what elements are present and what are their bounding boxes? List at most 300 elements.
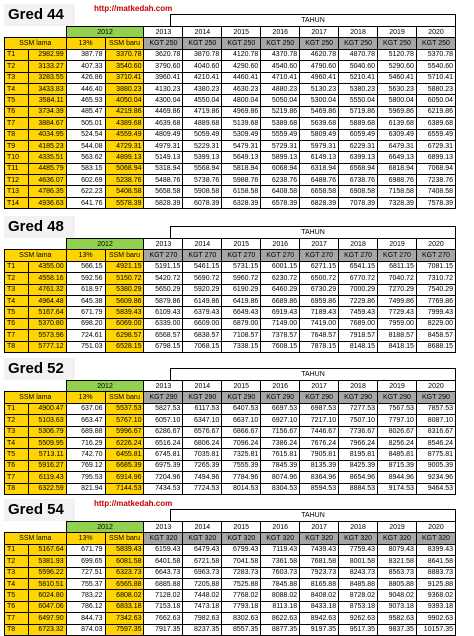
kgt-header: KGT 290 [222,392,261,403]
salary-cell: 5059.49 [183,129,222,140]
salary-cell: 7982.63 [183,613,222,624]
ssm-lama-cell: 5167.64 [28,307,66,318]
salary-cell: 4300.04 [144,95,183,106]
salary-cell: 7153.18 [144,601,183,612]
year-row [5,27,456,38]
salary-cell: 8728.02 [339,590,378,601]
salary-cell: 6541.15 [339,261,378,272]
step-cell: T3 [5,284,29,295]
ssm-baru-cell: 5068.94 [105,163,144,174]
salary-cell: 7769.86 [416,295,455,306]
salary-cell: 6721.58 [183,556,222,567]
salary-cell: 7068.94 [416,163,455,174]
ssm-lama-cell: 5167.64 [28,544,66,555]
salary-cell: 8229.00 [416,318,455,329]
step-cell: T9 [5,140,29,151]
ssm-baru-cell: 4729.31 [105,140,144,151]
grade-title: Gred 52 [4,358,75,380]
table-row [5,341,456,352]
salary-cell: 6770.72 [339,273,378,284]
salary-cell: 5879.86 [144,295,183,306]
grade-header [4,4,456,26]
salary-cell: 7041.58 [222,556,261,567]
salary-cell: 5399.13 [183,152,222,163]
salary-cell: 6576.67 [183,426,222,437]
salary-cell: 7446.67 [300,426,339,437]
salary-cell: 5370.78 [416,49,455,60]
pct-cell: 602.69 [66,175,105,186]
salary-cell: 6219.86 [416,106,455,117]
ssm-lama-cell: 3884.67 [28,118,66,129]
salary-cell: 4130.23 [144,83,183,94]
pct-cell: 622.23 [66,186,105,197]
salary-cell: 6828.39 [300,197,339,208]
salary-cell: 6643.73 [144,567,183,578]
salary-cell: 5738.76 [183,175,222,186]
pct-cell: 699.65 [66,556,105,567]
table-row [5,295,456,306]
salary-cell: 8256.24 [378,437,417,448]
salary-cell: 4979.31 [144,140,183,151]
salary-cell: 7328.39 [378,197,417,208]
salary-cell: 6109.43 [144,307,183,318]
salary-cell: 7473.18 [183,601,222,612]
ssm-baru-cell: 7342.63 [105,613,144,624]
salary-cell: 5420.72 [144,273,183,284]
salary-cell: 7768.02 [222,590,261,601]
salary-cell: 7158.58 [378,186,417,197]
table-row [5,472,456,483]
kgt-header: KGT 250 [416,38,455,49]
salary-cell: 6806.24 [183,437,222,448]
salary-cell: 8622.63 [261,613,300,624]
ssm-baru-cell: 5408.58 [105,186,144,197]
salary-cell: 5229.31 [183,140,222,151]
salary-cell: 9902.63 [416,613,455,624]
salary-cell: 6959.86 [300,295,339,306]
salary-cell: 4540.60 [261,61,300,72]
kgt-header: KGT 290 [339,392,378,403]
kgt-header: KGT 270 [339,250,378,261]
salary-cell: 6238.76 [261,175,300,186]
salary-cell: 8135.39 [300,460,339,471]
salary-cell: 9517.35 [339,624,378,635]
tahun-header: TAHUN [170,509,456,521]
ssm-lama-cell: 6497.90 [28,613,66,624]
salary-cell: 7265.39 [183,460,222,471]
step-cell: T5 [5,590,29,601]
salary-cell: 7204.96 [144,472,183,483]
salary-cell: 8944.96 [378,472,417,483]
salary-cell: 7845.88 [261,578,300,589]
ssm-baru-cell: 5996.67 [105,426,144,437]
step-cell: T13 [5,186,29,197]
ssm-lama-cell: 5381.93 [28,556,66,567]
salary-cell: 8654.96 [339,472,378,483]
salary-cell: 8425.39 [339,460,378,471]
ssm-lama-cell: 2982.99 [28,49,66,60]
salary-cell: 7724.53 [183,483,222,494]
ssm-lama-cell: 4900.47 [28,403,66,414]
salary-cell: 7217.10 [300,415,339,426]
pct-cell: 426.86 [66,72,105,83]
salary-cell: 7310.72 [416,273,455,284]
salary-cell: 7615.81 [261,449,300,460]
salary-cell: 8321.58 [378,556,417,567]
salary-cell: 5908.58 [183,186,222,197]
salary-cell: 7119.43 [261,544,300,555]
salary-cell: 5139.68 [222,118,261,129]
salary-cell: 6649.43 [222,307,261,318]
year-cell: 2016 [261,381,300,392]
year-cell: 2017 [300,522,339,533]
salary-cell: 8942.63 [300,613,339,624]
salary-cell: 5731.15 [222,261,261,272]
salary-cell: 5469.86 [300,106,339,117]
salary-cell: 7338.15 [222,341,261,352]
site-url: http://matkedah.com [94,4,173,13]
salary-cell: 7662.63 [144,613,183,624]
salary-cell: 7736.67 [339,426,378,437]
salary-cell: 8302.63 [222,613,261,624]
salary-cell: 6798.15 [144,341,183,352]
grade-title: Gred 48 [4,216,75,238]
ssm-baru-cell: 6565.88 [105,578,144,589]
salary-cell: 6271.15 [300,261,339,272]
pct-cell: 544.08 [66,140,105,151]
salary-cell: 9393.18 [416,601,455,612]
salary-cell: 5658.58 [144,186,183,197]
salary-cell: 6389.68 [416,118,455,129]
salary-cell: 6908.58 [339,186,378,197]
salary-cell: 4290.60 [222,61,261,72]
salary-cell: 6799.43 [222,544,261,555]
year-cell: 2013 [144,381,183,392]
salary-cell: 7793.18 [222,601,261,612]
salary-cell: 7608.15 [261,341,300,352]
ssm-lama-cell: 5916.27 [28,460,66,471]
ssm-baru-cell: 4050.04 [105,95,144,106]
step-cell: T8 [5,624,29,635]
year-row [5,381,456,392]
year-cell: 2018 [339,239,378,250]
salary-cell: 5050.04 [261,95,300,106]
year-cell: 2016 [261,522,300,533]
grade-title: Gred 54 [4,499,75,521]
salary-cell: 4620.78 [300,49,339,60]
salary-cell: 6568.57 [144,330,183,341]
salary-cell: 6697.53 [261,403,300,414]
salary-cell: 6488.76 [300,175,339,186]
ssm-baru-cell: 3540.60 [105,61,144,72]
table-row [5,140,456,151]
salary-cell: 9837.35 [378,624,417,635]
pct-cell: 387.78 [66,49,105,60]
salary-cell: 6818.94 [378,163,417,174]
salary-cell: 8485.81 [378,449,417,460]
tahun-header: TAHUN [170,368,456,380]
ssm-lama-header: SSM lama [5,250,67,261]
ssm-baru-cell: 6455.81 [105,449,144,460]
kgt-header: KGT 250 [144,38,183,49]
kgt-header: KGT 250 [300,38,339,49]
salary-cell: 5040.60 [339,61,378,72]
year-cell: 2014 [183,522,222,533]
salary-cell: 7784.96 [222,472,261,483]
year-cell: 2017 [300,239,339,250]
salary-cell: 8001.58 [339,556,378,567]
salary-cell: 5210.41 [339,72,378,83]
salary-cell: 7681.58 [300,556,339,567]
salary-cell: 6379.43 [183,307,222,318]
year-cell: 2015 [222,27,261,38]
salary-cell: 5461.15 [183,261,222,272]
ssm-lama-cell: 3283.55 [28,72,66,83]
tahun-header: TAHUN [170,226,456,238]
step-cell: T7 [5,118,29,129]
salary-cell: 4809.49 [144,129,183,140]
ssm-baru-cell: 4899.13 [105,152,144,163]
salary-cell: 4719.86 [183,106,222,117]
salary-cell: 6988.76 [378,175,417,186]
pct-cell: 618.97 [66,284,105,295]
salary-cell: 7448.02 [183,590,222,601]
ssm-lama-cell: 5777.12 [28,341,66,352]
salary-cell: 5568.94 [183,163,222,174]
salary-cell: 6649.13 [378,152,417,163]
table-row [5,273,456,284]
salary-cell: 5389.68 [261,118,300,129]
kgt-header: KGT 250 [183,38,222,49]
kgt-header: KGT 320 [222,533,261,544]
table-row [5,403,456,414]
step-cell: T1 [5,261,29,272]
salary-cell: 7128.02 [144,590,183,601]
ssm-lama-cell: 6024.80 [28,590,66,601]
table-row [5,152,456,163]
year-2012: 2012 [66,27,144,38]
salary-cell: 10157.35 [416,624,455,635]
salary-cell: 8485.88 [339,578,378,589]
year-cell: 2015 [222,239,261,250]
salary-cell: 8316.67 [416,426,455,437]
salary-cell: 5479.31 [222,140,261,151]
step-cell: T7 [5,472,29,483]
pct-header: 13% [66,392,105,403]
table-row [5,106,456,117]
salary-cell: 4469.86 [144,106,183,117]
salary-cell: 3790.60 [144,61,183,72]
salary-cell: 6637.10 [222,415,261,426]
ssm-lama-cell: 4335.51 [28,152,66,163]
kgt-header: KGT 250 [378,38,417,49]
salary-cell: 7000.29 [339,284,378,295]
salary-cell: 8304.53 [261,483,300,494]
pct-cell: 563.62 [66,152,105,163]
kgt-header: KGT 250 [222,38,261,49]
step-cell: T1 [5,403,29,414]
kgt-header: KGT 250 [339,38,378,49]
ssm-baru-cell: 6069.00 [105,318,144,329]
salary-cell: 7507.10 [339,415,378,426]
kgt-header: KGT 320 [300,533,339,544]
table-row [5,426,456,437]
salary-cell: 4380.23 [183,83,222,94]
salary-cell: 5540.60 [416,61,455,72]
salary-cell: 4790.60 [300,61,339,72]
year-cell: 2013 [144,522,183,533]
salary-cell: 6318.94 [300,163,339,174]
table-row [5,330,456,341]
year-cell: 2014 [183,27,222,38]
salary-cell: 5710.41 [416,72,455,83]
step-cell: T4 [5,437,29,448]
salary-cell: 6401.58 [144,556,183,567]
salary-cell: 6975.39 [144,460,183,471]
grade-title: Gred 44 [4,4,75,26]
salary-cell: 4889.68 [183,118,222,129]
pct-cell: 637.06 [66,403,105,414]
step-cell: T3 [5,567,29,578]
year-2012: 2012 [66,381,144,392]
salary-cell: 7040.72 [378,273,417,284]
year-cell: 2015 [222,522,261,533]
kgt-header: KGT 270 [222,250,261,261]
year-cell: 2019 [378,522,417,533]
step-cell: T6 [5,460,29,471]
pct-cell: 583.15 [66,163,105,174]
salary-table [4,521,456,636]
salary-cell: 8074.96 [261,472,300,483]
salary-cell: 4630.23 [222,83,261,94]
kgt-header: KGT 270 [261,250,300,261]
salary-cell: 6309.49 [378,129,417,140]
year-cell: 2020 [416,381,455,392]
salary-cell: 5630.23 [378,83,417,94]
salary-cell: 5219.86 [261,106,300,117]
ssm-lama-cell: 3584.11 [28,95,66,106]
table-row [5,284,456,295]
salary-cell: 7918.57 [339,330,378,341]
pct-header: 13% [66,533,105,544]
salary-table [4,26,456,209]
salary-cell: 4960.41 [300,72,339,83]
table-row [5,186,456,197]
ssm-lama-cell: 6119.43 [28,472,66,483]
salary-cell: 6339.00 [144,318,183,329]
salary-cell: 5818.94 [222,163,261,174]
kgt-header: KGT 290 [416,392,455,403]
ssm-baru-cell: 5150.72 [105,273,144,284]
pct-cell: 874.03 [66,624,105,635]
salary-cell: 7270.29 [378,284,417,295]
pct-header: 13% [66,250,105,261]
salary-cell: 8563.73 [378,567,417,578]
kgt-header: KGT 290 [261,392,300,403]
step-cell: T6 [5,106,29,117]
salary-cell: 6286.67 [144,426,183,437]
salary-cell: 5460.41 [378,72,417,83]
salary-cell: 9174.53 [378,483,417,494]
salary-cell: 6987.53 [300,403,339,414]
ssm-lama-cell: 5103.63 [28,415,66,426]
salary-cell: 7081.15 [416,261,455,272]
salary-cell: 5920.29 [183,284,222,295]
ssm-baru-header: SSM baru [105,38,144,49]
salary-cell: 6328.39 [222,197,261,208]
salary-cell: 5960.72 [222,273,261,284]
salary-cell: 9368.02 [416,590,455,601]
step-cell: T6 [5,318,29,329]
pct-cell: 645.38 [66,295,105,306]
pct-cell: 751.03 [66,341,105,352]
salary-cell: 6149.86 [183,295,222,306]
year-cell: 2019 [378,381,417,392]
salary-cell: 6479.43 [183,544,222,555]
salary-cell: 5300.04 [300,95,339,106]
year-2012: 2012 [66,239,144,250]
ssm-baru-cell: 5609.86 [105,295,144,306]
salary-cell: 7035.81 [183,449,222,460]
salary-cell: 7923.73 [300,567,339,578]
salary-cell: 6408.58 [261,186,300,197]
pct-cell: 724.61 [66,330,105,341]
table-row [5,437,456,448]
salary-cell: 7878.15 [300,341,339,352]
grade-header [4,358,456,380]
salary-cell: 5889.68 [339,118,378,129]
salary-cell: 9005.39 [416,460,455,471]
step-cell: T5 [5,95,29,106]
pct-cell: 783.22 [66,590,105,601]
table-row [5,624,456,635]
table-row [5,590,456,601]
pct-cell: 592.56 [66,273,105,284]
salary-cell: 6149.13 [300,152,339,163]
kgt-header: KGT 270 [183,250,222,261]
salary-cell: 5191.15 [144,261,183,272]
ssm-baru-cell: 6685.39 [105,460,144,471]
salary-cell: 8165.88 [300,578,339,589]
pct-cell: 727.51 [66,567,105,578]
year-cell: 2019 [378,239,417,250]
table-row [5,460,456,471]
table-row [5,449,456,460]
table-row [5,163,456,174]
salary-cell: 7277.53 [339,403,378,414]
ssm-baru-cell: 5578.39 [105,197,144,208]
ssm-baru-header: SSM baru [105,392,144,403]
step-cell: T4 [5,83,29,94]
salary-cell: 8753.18 [339,601,378,612]
kgt-header: KGT 320 [183,533,222,544]
salary-cell: 4460.41 [222,72,261,83]
salary-cell: 5729.31 [261,140,300,151]
salary-cell: 7494.96 [183,472,222,483]
salary-cell: 7238.76 [416,175,455,186]
salary-cell: 8243.73 [339,567,378,578]
ssm-baru-cell: 6914.96 [105,472,144,483]
salary-cell: 6578.39 [261,197,300,208]
ssm-baru-cell: 6081.58 [105,556,144,567]
table-row [5,175,456,186]
year-cell: 2019 [378,27,417,38]
ssm-lama-cell: 4761.32 [28,284,66,295]
pct-cell: 566.15 [66,261,105,272]
ssm-baru-cell: 5839.43 [105,307,144,318]
salary-cell: 5649.13 [222,152,261,163]
salary-cell: 6347.10 [183,415,222,426]
